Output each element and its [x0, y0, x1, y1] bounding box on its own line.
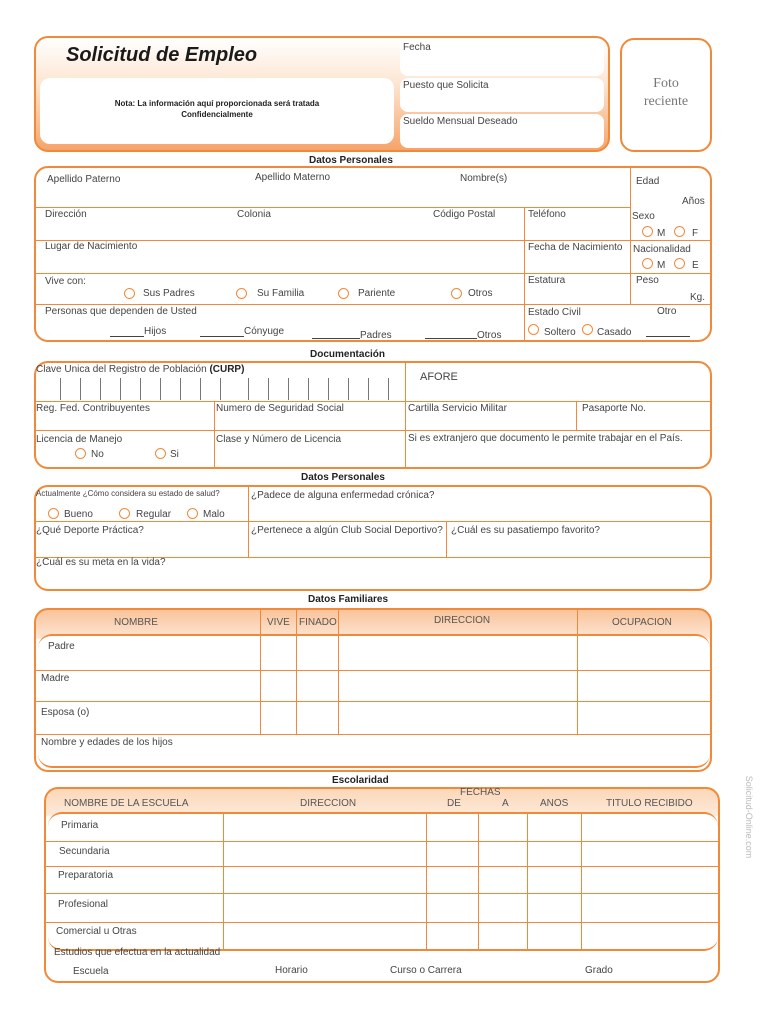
sueldo-label: Sueldo Mensual Deseado: [403, 116, 518, 127]
education-header-direccion: DIRECCION: [300, 798, 357, 809]
family-header-direccion: DIRECCION: [434, 615, 491, 626]
education-header-de: DE: [447, 798, 461, 809]
sexo-label: Sexo: [632, 211, 655, 222]
codigo-postal-label: Código Postal: [433, 209, 496, 220]
education-row-preparatoria: Preparatoria: [58, 870, 114, 881]
family-row-esposa: Esposa (o): [41, 707, 90, 718]
divider: [527, 814, 528, 950]
personas-dependen-label: Personas que dependen de Usted: [45, 306, 197, 317]
telefono-label: Teléfono: [528, 209, 566, 220]
education-header-titulo: TITULO RECIBIDO: [606, 798, 693, 809]
confidential-note-line1: Nota: La información aquí proporcionada será tratada: [114, 99, 320, 108]
sexo-m-radio[interactable]: [642, 226, 653, 237]
curp-label: [36, 364, 244, 375]
curso-label: Curso o Carrera: [390, 965, 462, 976]
kg-label: Kg.: [690, 292, 706, 303]
section-title-escolaridad: Escolaridad: [332, 775, 389, 786]
divider: [36, 701, 710, 702]
apellido-paterno-label: Apellido Paterno: [47, 174, 121, 185]
direccion-label: Dirección: [45, 209, 87, 220]
clase-licencia-label: Clase y Número de Licencia: [216, 434, 342, 445]
curp-boxes[interactable]: [36, 378, 404, 400]
nacionalidad-m-radio[interactable]: [642, 258, 653, 269]
education-row-primaria: Primaria: [61, 820, 99, 831]
family-header-nombre: NOMBRE: [114, 617, 158, 628]
su-familia-radio[interactable]: [236, 288, 247, 299]
curp-tick: [220, 378, 221, 400]
page-title: Solicitud de Empleo: [66, 44, 258, 66]
club-label: ¿Pertenece a algún Club Social Deportivo?: [251, 525, 443, 536]
divider: [36, 734, 710, 735]
family-row-padre: Padre: [48, 641, 75, 652]
curp-label-bold: (CURP): [209, 364, 245, 375]
divider: [576, 401, 577, 430]
su-familia-label: Su Familia: [257, 288, 305, 299]
nacionalidad-e-label: E: [692, 260, 699, 271]
family-row-hijos: Nombre y edades de los hijos: [41, 737, 173, 748]
divider: [36, 670, 710, 671]
divider: [36, 430, 710, 431]
bueno-label: Bueno: [64, 509, 93, 520]
section-title-familiares: Datos Familiares: [308, 594, 389, 605]
nacionalidad-e-radio[interactable]: [674, 258, 685, 269]
deporte-label: ¿Qué Deporte Práctica?: [36, 525, 144, 536]
nombres-label: Nombre(s): [460, 173, 508, 184]
soltero-label: Soltero: [544, 327, 576, 338]
curp-tick: [60, 378, 61, 400]
divider: [46, 922, 718, 923]
family-header-vive: VIVE: [267, 617, 290, 628]
divider: [46, 841, 718, 842]
divider: [36, 207, 630, 208]
otros-label: Otros: [468, 288, 493, 299]
photo-label-line1: Foto: [653, 76, 679, 91]
education-row-comercial: Comercial u Otras: [56, 926, 137, 937]
curp-tick: [140, 378, 141, 400]
curp-tick: [100, 378, 101, 400]
fechas-header: FECHAS: [460, 787, 501, 798]
pariente-radio[interactable]: [338, 288, 349, 299]
edad-label: Edad: [636, 176, 660, 187]
education-header-a: A: [502, 798, 509, 809]
divider: [446, 521, 447, 557]
puesto-label: Puesto que Solicita: [403, 80, 489, 91]
nacionalidad-m-label: M: [657, 260, 666, 271]
licencia-no-radio[interactable]: [75, 448, 86, 459]
divider: [478, 814, 479, 950]
divider: [248, 487, 249, 557]
sexo-f-radio[interactable]: [674, 226, 685, 237]
sus-padres-radio[interactable]: [124, 288, 135, 299]
divider: [260, 610, 261, 734]
licencia-no-label: No: [91, 449, 104, 460]
otros-dependientes-label: Otros: [477, 330, 502, 341]
section-title-personal: Datos Personales: [309, 155, 393, 166]
divider: [577, 610, 578, 734]
divider: [36, 273, 710, 274]
divider: [630, 168, 631, 304]
colonia-label: Colonia: [237, 209, 271, 220]
curp-label-text: Clave Unica del Registro de Población: [36, 364, 207, 375]
grado-label: Grado: [585, 965, 613, 976]
licencia-si-label: Si: [170, 449, 179, 460]
sus-padres-label: Sus Padres: [143, 288, 195, 299]
casado-radio[interactable]: [582, 324, 593, 335]
conyuge-line[interactable]: [200, 336, 244, 337]
education-header-anos: ANOS: [540, 798, 569, 809]
divider: [36, 521, 710, 522]
hijos-label: Hijos: [144, 326, 167, 337]
fecha-nacimiento-label: Fecha de Nacimiento: [528, 242, 623, 253]
apellido-materno-label: Apellido Materno: [255, 172, 331, 183]
divider: [405, 363, 406, 467]
photo-label-line2: reciente: [643, 94, 689, 109]
cartilla-label: Cartilla Servicio Militar: [408, 403, 507, 414]
otro-label: Otro: [657, 306, 677, 317]
malo-label: Malo: [203, 509, 225, 520]
family-header-finado: FINADO: [299, 617, 337, 628]
pariente-label: Pariente: [358, 288, 396, 299]
education-row-secundaria: Secundaria: [59, 846, 110, 857]
estatura-label: Estatura: [528, 275, 566, 286]
divider: [524, 207, 525, 340]
estado-civil-label: Estado Civil: [528, 307, 581, 318]
confidential-note-line2: Confidencialmente: [181, 110, 253, 119]
divider: [214, 401, 215, 467]
section-title-salud: Datos Personales: [301, 472, 385, 483]
curp-tick: [268, 378, 269, 400]
escuela-label: Escuela: [73, 966, 109, 977]
lugar-nacimiento-label: Lugar de Nacimiento: [45, 241, 138, 252]
fecha-label: Fecha: [403, 42, 431, 53]
divider: [581, 814, 582, 950]
casado-label: Casado: [597, 327, 632, 338]
divider: [223, 814, 224, 950]
conyuge-label: Cónyuge: [244, 326, 285, 337]
education-row-profesional: Profesional: [58, 899, 109, 910]
licencia-si-radio[interactable]: [155, 448, 166, 459]
education-table-inner: [48, 812, 718, 951]
peso-label: Peso: [636, 275, 659, 286]
curp-tick: [308, 378, 309, 400]
divider: [36, 304, 710, 305]
sexo-m-label: M: [657, 228, 666, 239]
horario-label: Horario: [275, 965, 308, 976]
pasaporte-label: Pasaporte No.: [582, 403, 646, 414]
meta-label: ¿Cuál es su meta en la vida?: [36, 557, 166, 568]
curp-tick: [288, 378, 289, 400]
malo-radio[interactable]: [187, 508, 198, 519]
curp-tick: [180, 378, 181, 400]
curp-tick: [200, 378, 201, 400]
padres-label: Padres: [360, 330, 392, 341]
nss-label: Numero de Seguridad Social: [216, 403, 344, 414]
watermark: Solicitud-Online.com: [744, 775, 754, 859]
afore-label: AFORE: [420, 371, 458, 383]
curp-tick: [348, 378, 349, 400]
anios-label: Años: [682, 196, 705, 207]
otros-radio[interactable]: [451, 288, 462, 299]
regular-radio[interactable]: [119, 508, 130, 519]
curp-tick: [80, 378, 81, 400]
divider: [36, 401, 710, 402]
divider: [46, 893, 718, 894]
curp-tick: [248, 378, 249, 400]
hijos-line[interactable]: [110, 336, 144, 337]
enfermedad-label: ¿Padece de alguna enfermedad crónica?: [251, 490, 435, 501]
nacionalidad-label: Nacionalidad: [633, 244, 691, 255]
curp-tick: [368, 378, 369, 400]
curp-tick: [120, 378, 121, 400]
bueno-radio[interactable]: [48, 508, 59, 519]
divider: [46, 866, 718, 867]
pasatiempo-label: ¿Cuál es su pasatiempo favorito?: [451, 525, 600, 536]
otros-line[interactable]: [425, 338, 477, 339]
soltero-radio[interactable]: [528, 324, 539, 335]
section-title-documentacion: Documentación: [310, 349, 386, 360]
divider: [338, 610, 339, 734]
rfc-label: Reg. Fed. Contribuyentes: [36, 403, 150, 414]
estado-salud-label: Actualmente ¿Cómo considera su estado de salud?: [36, 489, 220, 498]
estudios-actuales-label: Estudios que efectua en la actualidad: [54, 947, 221, 958]
curp-tick: [160, 378, 161, 400]
vive-con-label: Vive con:: [45, 276, 86, 287]
curp-tick: [328, 378, 329, 400]
divider: [296, 610, 297, 734]
family-header-ocupacion: OCUPACION: [612, 617, 672, 628]
family-row-madre: Madre: [41, 673, 70, 684]
otro-line[interactable]: [646, 336, 690, 337]
education-header-nombre: NOMBRE DE LA ESCUELA: [64, 798, 189, 809]
divider: [426, 814, 427, 950]
curp-tick: [388, 378, 389, 400]
sexo-f-label: F: [692, 228, 699, 239]
padres-line[interactable]: [312, 338, 360, 339]
extranjero-label: Si es extranjero que documento le permite trabajar en el País.: [408, 433, 683, 444]
licencia-label: Licencia de Manejo: [36, 434, 123, 445]
regular-label: Regular: [136, 509, 172, 520]
